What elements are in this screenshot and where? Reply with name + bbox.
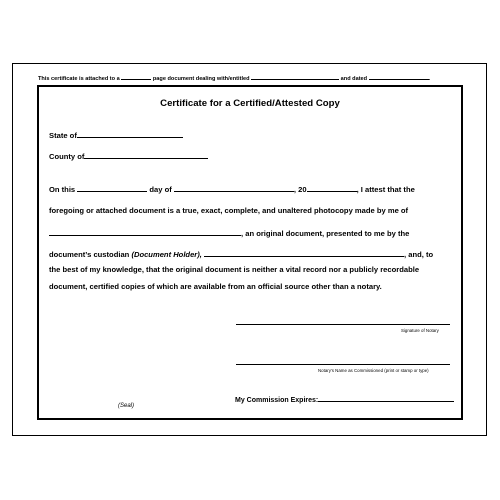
attached-prefix: This certificate is attached to a — [38, 76, 120, 82]
commission-row — [235, 394, 454, 404]
body-line-6: document, certified copies of which are available from an official source other than a notary. — [49, 282, 382, 291]
attached-suffix: and dated — [340, 76, 368, 82]
attached-middle: page document dealing with/entitled — [152, 76, 250, 82]
county-field[interactable] — [84, 151, 208, 159]
body-line-2: foregoing or attached document is a true, exact, complete, and unaltered photocopy made by me of — [49, 206, 409, 215]
certificate-title: Certificate for a Certified/Attested Copy — [160, 98, 340, 109]
day-field[interactable] — [77, 184, 147, 192]
commission-expiry-field[interactable] — [318, 394, 454, 402]
state-field[interactable] — [77, 130, 183, 138]
seal-label: (Seal) — [118, 403, 135, 409]
signature-line[interactable] — [236, 324, 450, 325]
original-document-field[interactable] — [49, 228, 241, 236]
notary-name-line[interactable] — [236, 364, 450, 365]
on-this-text: On this — [49, 185, 76, 194]
document-date-blank[interactable] — [369, 73, 429, 80]
presented-text: , an original document, presented to me by the — [241, 229, 410, 238]
state-row — [49, 130, 183, 140]
and-to-text: , and, to — [404, 250, 434, 259]
year-prefix-text: , 20 — [293, 185, 307, 194]
state-label: State of — [49, 131, 77, 140]
custodian-text: document’s custodian — [49, 250, 130, 259]
county-row — [49, 151, 208, 161]
document-holder-text: (Document Holder), — [131, 250, 202, 259]
day-of-text: day of — [149, 185, 172, 194]
document-title-blank[interactable] — [251, 73, 339, 80]
page-count-blank[interactable] — [121, 73, 151, 80]
body-line-5: the best of my knowledge, that the original document is neither a vital record nor a publicly recordable — [49, 265, 420, 274]
body-line-3 — [49, 228, 409, 238]
year-field[interactable] — [307, 184, 357, 192]
body-line-4 — [49, 249, 433, 259]
custodian-field[interactable] — [204, 249, 404, 257]
attachment-statement: This certificate is attached to a page document dealing with/entitled and dated . — [38, 73, 430, 82]
month-field[interactable] — [174, 184, 294, 192]
body-line-1 — [49, 184, 415, 194]
attest-text: , I attest that the — [356, 185, 415, 194]
notary-name-label: Notary's Name as Commissioned (print or stamp or type) — [318, 368, 429, 373]
county-label: County of — [49, 152, 85, 161]
signature-label: Signature of Notary — [401, 328, 439, 333]
commission-label: My Commission Expires: — [235, 397, 319, 404]
